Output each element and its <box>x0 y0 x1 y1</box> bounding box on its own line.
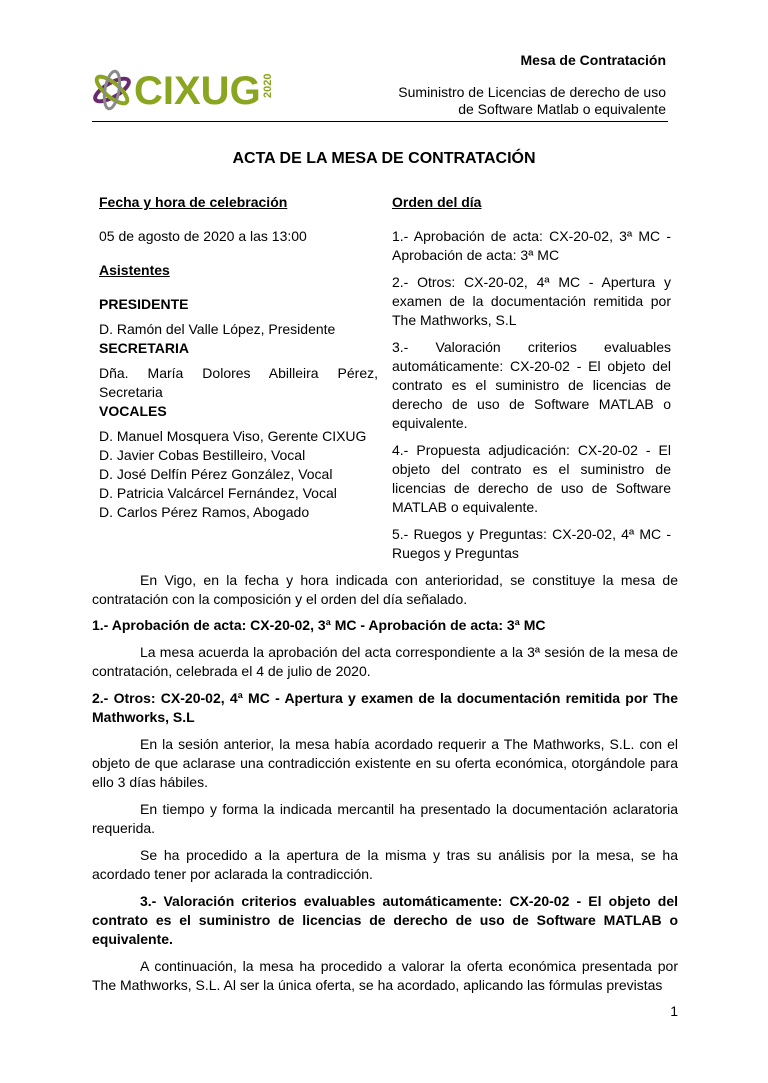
list-item: D. Patricia Valcárcel Fernández, Vocal <box>99 485 337 501</box>
paragraph: A continuación, la mesa ha procedido a valorar la oferta económica presentada por The Mathworks, S.L. Al ser la única oferta, se ha acordado, aplicando las fórmulas previstas <box>92 958 678 993</box>
paragraph: Se ha procedido a la apertura de la misma y tras su análisis por la mesa, se ha acordado tener por aclarada la contradicción. <box>92 847 678 882</box>
paragraph: En la sesión anterior, la mesa había acordado requerir a The Mathworks, S.L. con el objeto de que aclarase una contradicción existente en su oferta económica, otorgándole para ello 3 días hábiles. <box>92 736 678 790</box>
orden-item: 2.- Otros: CX-20-02, 4ª MC - Apertura y examen de la documentación remitida por The Mathworks, S.L <box>392 274 671 328</box>
paragraph: En tiempo y forma la indicada mercantil ha presentado la documentación aclaratoria requerida. <box>92 801 678 836</box>
fecha-heading: Fecha y hora de celebración <box>99 194 288 210</box>
presidente-label: PRESIDENTE <box>99 296 189 312</box>
left-column <box>99 193 378 522</box>
logo-wordmark: CIXUG <box>134 69 261 113</box>
document-body <box>92 571 678 995</box>
intro-paragraph: En Vigo, en la fecha y hora indicada con anterioridad, se constituye la mesa de contratación con la composición y el orden del día señalado. <box>92 572 678 607</box>
orden-heading: Orden del día <box>392 194 482 210</box>
list-item: D. José Delfín Pérez González, Vocal <box>99 466 333 482</box>
logo-year: 2020 <box>262 73 274 98</box>
orden-item: 3.- Valoración criterios evaluables automáticamente: CX-20-02 - El objeto del contrato es el suministro de licencias de derecho de uso de Software MATLAB o equivalente. <box>392 339 671 431</box>
document-title: ACTA DE LA MESA DE CONTRATACIÓN <box>232 150 536 167</box>
page-number: 1 <box>670 1003 678 1019</box>
header-subtitle-line2: de Software Matlab o equivalente <box>458 101 666 117</box>
secretaria-name: Dña. María Dolores Abilleira Pérez, Secretaria <box>99 365 378 400</box>
cixug-logo-icon <box>88 60 288 118</box>
right-column <box>392 193 671 563</box>
vocales-list <box>99 427 378 522</box>
list-item: D. Javier Cobas Bestilleiro, Vocal <box>99 447 306 463</box>
orden-item: 4.- Propuesta adjudicación: CX-20-02 - El objeto del contrato es el suministro de licencias de derecho de uso de Software MATLAB o equivalente. <box>392 442 671 515</box>
list-item: D. Carlos Pérez Ramos, Abogado <box>99 504 310 520</box>
secretaria-label: SECRETARIA <box>99 340 189 356</box>
section-heading: 2.- Otros: CX-20-02, 4ª MC - Apertura y examen de la documentación remitida por The Mathworks, S.L <box>92 690 678 725</box>
asistentes-heading: Asistentes <box>99 262 170 278</box>
vocales-label: VOCALES <box>99 403 167 419</box>
cixug-logo <box>88 60 288 118</box>
paragraph: La mesa acuerda la aprobación del acta correspondiente a la 3ª sesión de la mesa de contratación, celebrada el 4 de julio de 2020. <box>92 644 678 679</box>
header-divider <box>92 121 668 122</box>
section-heading: 1.- Aprobación de acta: CX-20-02, 3ª MC - Aprobación de acta: 3ª MC <box>92 617 546 633</box>
header-subtitle <box>346 84 666 118</box>
orden-item: 1.- Aprobación de acta: CX-20-02, 3ª MC - Aprobación de acta: 3ª MC <box>392 228 671 263</box>
header-subtitle-line1: Suministro de Licencias de derecho de uso <box>398 84 666 100</box>
orden-item: 5.- Ruegos y Preguntas: CX-20-02, 4ª MC - Ruegos y Preguntas <box>392 526 671 561</box>
section-heading: 3.- Valoración criterios evaluables automáticamente: CX-20-02 - El objeto del contrato es el suministro de licencias de derecho de uso de Software MATLAB o equivalente. <box>92 893 678 947</box>
header-title: Mesa de Contratación <box>520 52 666 68</box>
list-item: D. Manuel Mosquera Viso, Gerente CIXUG <box>99 428 367 444</box>
presidente-name: D. Ramón del Valle López, Presidente <box>99 321 336 337</box>
fecha-value: 05 de agosto de 2020 a las 13:00 <box>99 228 307 244</box>
